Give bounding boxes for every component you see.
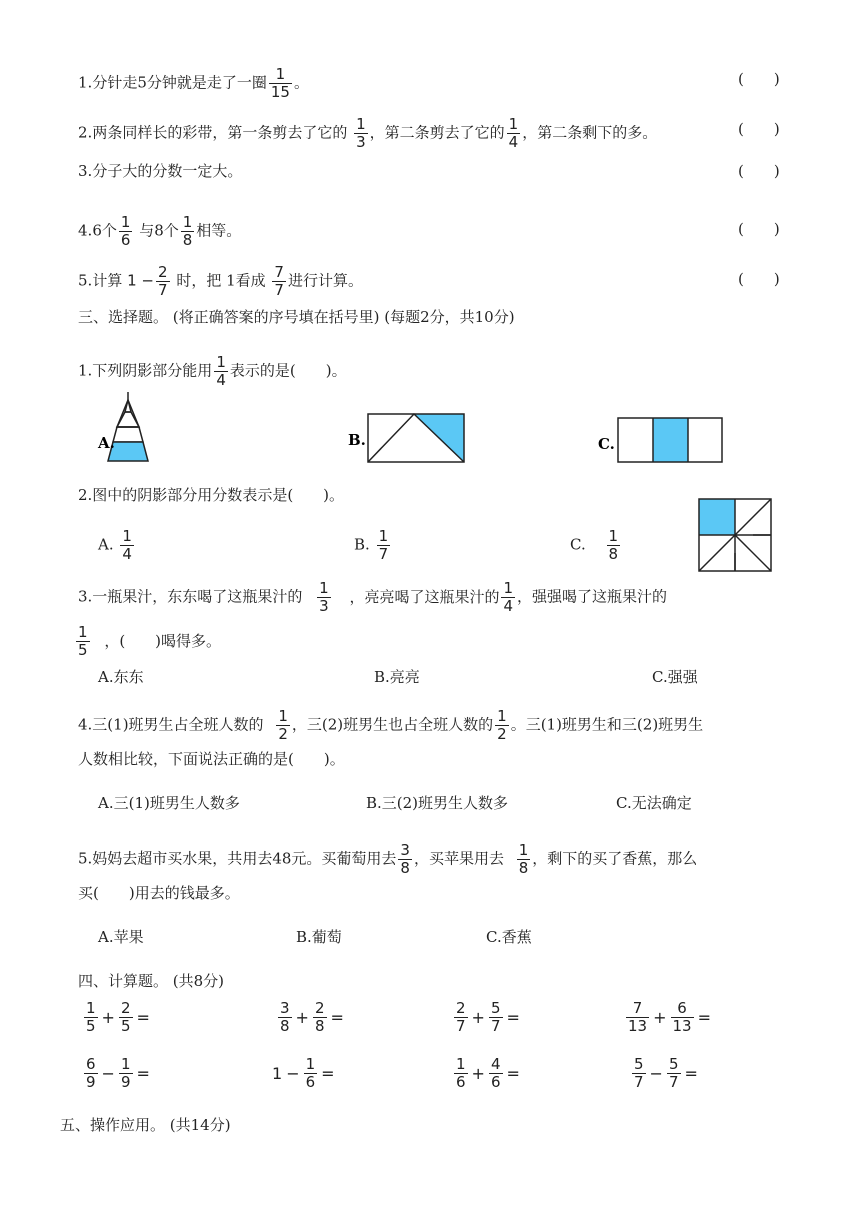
fraction: $\frac{1}{3}$ [356, 115, 366, 151]
figure-c-strip[interactable] [596, 416, 726, 464]
fraction: $\frac{7}{7}$ [274, 263, 284, 299]
section-4-title: 四、计算题。 (共8分) [78, 972, 225, 990]
choice-q4-line2: 人数相比较，下面说法正确的是( )。 [78, 750, 345, 768]
q4-option-b[interactable]: B.三(2)班男生人数多 [366, 794, 509, 812]
choice-q1: 1.下列阴影部分能用 $\frac{1}{4}$ 表示的是( )。 [78, 353, 347, 389]
fraction: $\frac{1}{6}$ [120, 213, 131, 249]
q3-option-c[interactable]: C.强强 [652, 668, 698, 686]
calc-item-6[interactable]: 1 − $\frac{1}{6}$ = [272, 1055, 335, 1091]
q2-option-b[interactable]: B. $\frac{1}{7}$ [354, 527, 389, 563]
q3-option-a[interactable]: A.东东 [98, 668, 144, 686]
calc-item-2[interactable]: $\frac{3}{8}$ + $\frac{2}{8}$ = [280, 999, 344, 1035]
choice-q5-line2: 买( )用去的钱最多。 [78, 884, 240, 902]
choice-q3-line2: $\frac{1}{5}$ ，( )喝得多。 [78, 623, 222, 659]
section-5-title: 五、操作应用。 (共14分) [60, 1116, 231, 1134]
answer-paren[interactable]: ( ) [738, 120, 780, 138]
q4-option-c[interactable]: C.无法确定 [616, 794, 692, 812]
answer-paren[interactable]: ( ) [738, 162, 780, 180]
q3-option-b[interactable]: B.亮亮 [374, 668, 420, 686]
judge-3: 3.分子大的分数一定大。 [78, 162, 243, 180]
calc-item-1[interactable]: $\frac{1}{5}$ + $\frac{2}{5}$ = [86, 999, 150, 1035]
calc-item-7[interactable]: $\frac{1}{6}$ + $\frac{4}{6}$ = [456, 1055, 520, 1091]
choice-q4-line1: 4.三(1)班男生占全班人数的 $\frac{1}{2}$ ，三(2)班男生也占全班人数的 $\frac{1}{2}$ 。三(1)班男生和三(2)班男生 [78, 707, 704, 743]
q2-option-a[interactable]: A. $\frac{1}{4}$ [98, 527, 132, 563]
figure-b-rectangle[interactable] [346, 412, 466, 466]
calc-item-5[interactable]: $\frac{6}{9}$ − $\frac{1}{9}$ = [86, 1055, 150, 1091]
option-b-label: B. [348, 431, 366, 449]
judge-2: 2.两条同样长的彩带，第一条剪去了它的 $\frac{1}{3}$ ，第二条剪去了它的 $\frac{1}{4}$ ，第二条剩下的多。 [78, 115, 658, 151]
fraction: $\frac{1}{15}$ [270, 65, 290, 101]
fraction: $\frac{1}{4}$ [216, 353, 226, 389]
choice-q3-line1: 3.一瓶果汁，东东喝了这瓶果汁的 $\frac{1}{3}$ ，亮亮喝了这瓶果汁的 $\frac{1}{4}$ ，强强喝了这瓶果汁的 [78, 579, 668, 615]
figure-a-triangle[interactable] [96, 392, 176, 467]
judge-1: 1.分针走5分钟就是走了一圈 $\frac{1}{15}$ 。 [78, 65, 309, 101]
choice-q5-line1: 5.妈妈去超市买水果，共用去48元。买葡萄用去 $\frac{3}{8}$ ，买苹果用去 $\frac{1}{8}$ ，剩下的买了香蕉，那么 [78, 841, 698, 877]
fraction: $\frac{1}{4}$ [508, 115, 519, 151]
q5-option-b[interactable]: B.葡萄 [296, 928, 342, 946]
answer-paren[interactable]: ( ) [738, 220, 780, 238]
option-a-label: A. [98, 434, 115, 452]
answer-paren[interactable]: ( ) [738, 70, 780, 88]
q5-option-a[interactable]: A.苹果 [98, 928, 144, 946]
judge-4: 4.6个 $\frac{1}{6}$ 与8个 $\frac{1}{8}$ 相等。 [78, 213, 242, 249]
judge-5: 5.计算 1 − $\frac{2}{7}$ 时，把 1看成 $\frac{7}{7}$ 进行计算。 [78, 263, 363, 299]
option-c-label: C. [598, 435, 615, 453]
q5-option-c[interactable]: C.香蕉 [486, 928, 532, 946]
figure-q2-square [698, 498, 772, 572]
fraction: $\frac{2}{7}$ [158, 263, 168, 299]
q2-option-c[interactable]: C. $\frac{1}{8}$ [570, 527, 619, 563]
q4-option-a[interactable]: A.三(1)班男生人数多 [98, 794, 240, 812]
section-3-title: 三、选择题。 (将正确答案的序号填在括号里) (每题2分，共10分) [78, 308, 515, 326]
choice-q2: 2.图中的阴影部分用分数表示是( )。 [78, 486, 345, 504]
fraction: $\frac{1}{8}$ [182, 213, 193, 249]
calc-item-3[interactable]: $\frac{2}{7}$ + $\frac{5}{7}$ = [456, 999, 520, 1035]
answer-paren[interactable]: ( ) [738, 270, 780, 288]
calc-item-8[interactable]: $\frac{5}{7}$ − $\frac{5}{7}$ = [634, 1055, 698, 1091]
calc-item-4[interactable]: $\frac{7}{13}$ + $\frac{6}{13}$ = [628, 999, 711, 1035]
